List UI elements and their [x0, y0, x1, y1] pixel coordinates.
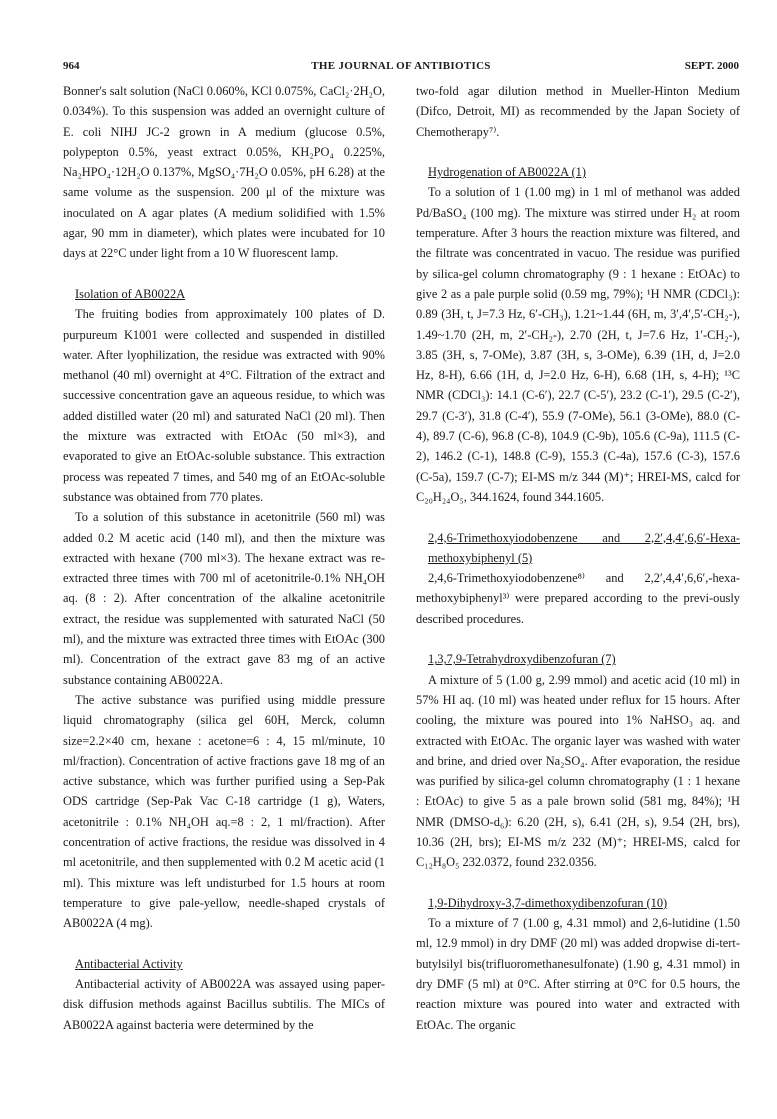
paragraph-acetonitrile-extraction: To a solution of this substance in acetonitrile (560 ml) was added 0.2 M acetic acid (140 ml), and then the mixture was extracted with hexane (700 ml×3). The hexane extract was re-extracted three times with 700 ml of acetonitrile-0.1% NH₄OH aq. (8 : 2). After concentration of the alkaline acetonitrile extract, the residue was supplemented with saturated NaCl (50 ml), and the mixture was extracted three times with EtOAc (300 ml). Concentration of the extract gave 83 mg of an active substance containing AB0022A.: [63, 510, 385, 687]
paragraph-antibacterial: Antibacterial activity of AB0022A was assayed using paper-disk diffusion methods against Bacillus subtilis. The MICs of AB0022A against bacteria were determined by the: [63, 977, 385, 1032]
left-column: [63, 81, 385, 1035]
paragraph-agar-dilution: two-fold agar dilution method in Mueller-Hinton Medium (Difco, Detroit, MI) as recommended by the Japan Society of Chemotherapy⁷⁾.: [416, 84, 740, 139]
section-heading-dihydroxy: 1,9-Dihydroxy-3,7-dimethoxydibenzofuran (10): [428, 895, 668, 910]
paragraph-fruiting-bodies: The fruiting bodies from approximately 100 plates of D. purpureum K1001 were collected and suspended in distilled water. After lyophilization, the residue was extracted with 90% methanol (40 ml) overnight at 4°C. Filtration of the extract and successive concentration gave an aqueous residue, to which was added distilled water (20 ml) and saturated NaCl (20 ml). Then the mixture was extracted with EtOAc (50 ml×3), and evaporated to give an EtOAc-soluble substance. This extraction process was repeated 7 times, and 540 mg of an EtOAc-soluble substance was obtained from 770 plates.: [63, 307, 385, 504]
section-heading-trimethoxy: 2,4,6-Trimethoxyiodobenzene and 2,2′,4,4′,6,6′-Hexa-methoxybiphenyl (5): [428, 530, 740, 565]
paragraph-trimethoxy: 2,4,6-Trimethoxyiodobenzene⁸⁾ and 2,2′,4,4′,6,6′,-hexa-methoxybiphenyl³⁾ were prepared according to the previ-ously described procedures.: [416, 571, 740, 626]
paragraph-tetrahydroxy: A mixture of 5 (1.00 g, 2.99 mmol) and acetic acid (10 ml) in 57% HI aq. (10 ml) was heated under reflux for 15 hours. After cooling, the mixture was poured into 1% NaHSO₃ aq. and extracted with EtOAc. The organic layer was washed with water and brine, and dried over Na₂SO₄. After evaporation, the residue was purified by silica-gel column chromatography (1 : 1 hexane : EtOAc) to give 5 as a pale brown solid (581 mg, 84%); ¹H NMR (DMSO-d₆): 6.20 (2H, s), 6.41 (2H, s), 9.54 (2H, brs), 10.36 (2H, brs); EI-MS m/z 232 (M)⁺; HREI-MS, calcd for C₁₂H₈O₅ 232.0372, found 232.0356.: [416, 672, 740, 870]
running-header: [63, 60, 739, 76]
section-heading-antibacterial: Antibacterial Activity: [75, 956, 183, 971]
paragraph-hydrogenation: To a solution of 1 (1.00 mg) in 1 ml of methanol was added Pd/BaSO₄ (100 mg). The mixture was stirred under H₂ at room temperature. After 3 hours the reaction mixture was filtered, and the filtrate was concentrated in vacuo. The residue was purified by silica-gel column chromatography (9 : 1 hexane : EtOAc) to give 2 as a pale purple solid (0.59 mg, 79%); ¹H NMR (CDCl₃): 0.89 (3H, t, J=7.3 Hz, 6′-CH₃), 1.21~1.44 (6H, m, 3′,4′,5′-CH₂-), 1.49~1.70 (2H, m, 2′-CH₂-), 2.70 (2H, t, J=7.6 Hz, 1′-CH₂-), 3.85 (3H, s, 7-OMe), 3.87 (3H, s, 3-OMe), 6.39 (1H, d, J=2.0 Hz, 8-H), 6.66 (1H, d, J=2.0 Hz, 6-H), 6.68 (1H, s, 4-H); ¹³C NMR (CDCl₃): 14.1 (C-6′), 22.7 (C-5′), 23.2 (C-1′), 29.5 (C-2′), 29.7 (C-3′), 31.8 (C-4′), 55.9 (7-OMe), 56.1 (3-OMe), 88.0 (C-4), 89.7 (C-6), 96.8 (C-8), 104.9 (C-9b), 105.6 (C-9a), 111.5 (C-2), 146.2 (C-1), 148.8 (C-9), 155.3 (C-4a), 157.6 (C-3), 157.6 (C-5a), 159.7 (C-7); EI-MS m/z 344 (M)⁺; HREI-MS, calcd for C₂₀H₂₄O₅, 344.1624, found 344.1605.: [416, 185, 740, 504]
section-heading-isolation: Isolation of AB0022A: [75, 286, 186, 301]
section-heading-hydrogenation: Hydrogenation of AB0022A (1): [428, 165, 586, 180]
paragraph-bonners-salt: Bonner's salt solution (NaCl 0.060%, KCl 0.075%, CaCl₂·2H₂O, 0.034%). To this suspension was added an overnight culture of E. coli NIHJ JC-2 grown in A medium (glucose 0.5%, polypepton 0.5%, yeast extract 0.05%, KH₂PO₄ 0.225%, Na₂HPO₄·12H₂O 0.137%, MgSO₄·7H₂O 0.05%, pH 6.28) at the same volume as the suspension. 200 μl of the mixture was inoculated on A agar plates (A medium solidified with 1.5% agar, 90 mm in diameter), which plates were incubated for 10 days at 22°C under light from a 10 W fluorescent lamp.: [63, 84, 385, 261]
paragraph-dihydroxy: To a mixture of 7 (1.00 g, 4.31 mmol) and 2,6-lutidine (1.50 ml, 12.9 mmol) in dry DMF (20 ml) was added dropwise di-tert-butylsilyl bis(trifluoromethanesulfonate) (1.90 g, 4.31 mmol) in dry DMF (5 ml) at 0°C. After stirring at 0°C for 0.5 hours, the reaction mixture was poured into water and extracted with EtOAc. The organic: [416, 916, 740, 1032]
issue-date: SEPT. 2000: [684, 60, 739, 72]
paragraph-purification: The active substance was purified using middle pressure liquid chromatography (silica gel 60H, Merck, column size=2.2×40 cm, hexane : acetone=6 : 4, 15 ml/minute, 10 ml/fraction). Concentration of active fractions gave 18 mg of an active substance, which was further purified using a Sep-Pak ODS cartridge (Sep-Pak Vac C-18 cartridge (1 g), Waters, acetonitrile : 0.1% NH₄OH aq.=8 : 2, 1 ml/fraction). After concentration of active fractions, the residue was dissolved in 4 ml acetonitrile, and then supplemented with 0.2 M acetic acid (1 ml). This mixture was left undisturbed for 1.5 hours at room temperature to give pale-yellow, needle-shaped crystals of AB0022A (4 mg).: [63, 692, 385, 931]
journal-title: THE JOURNAL OF ANTIBIOTICS: [311, 60, 491, 72]
section-heading-tetrahydroxy: 1,3,7,9-Tetrahydroxydibenzofuran (7): [428, 652, 616, 667]
right-column: [416, 81, 740, 1035]
page-number: 964: [63, 60, 80, 72]
